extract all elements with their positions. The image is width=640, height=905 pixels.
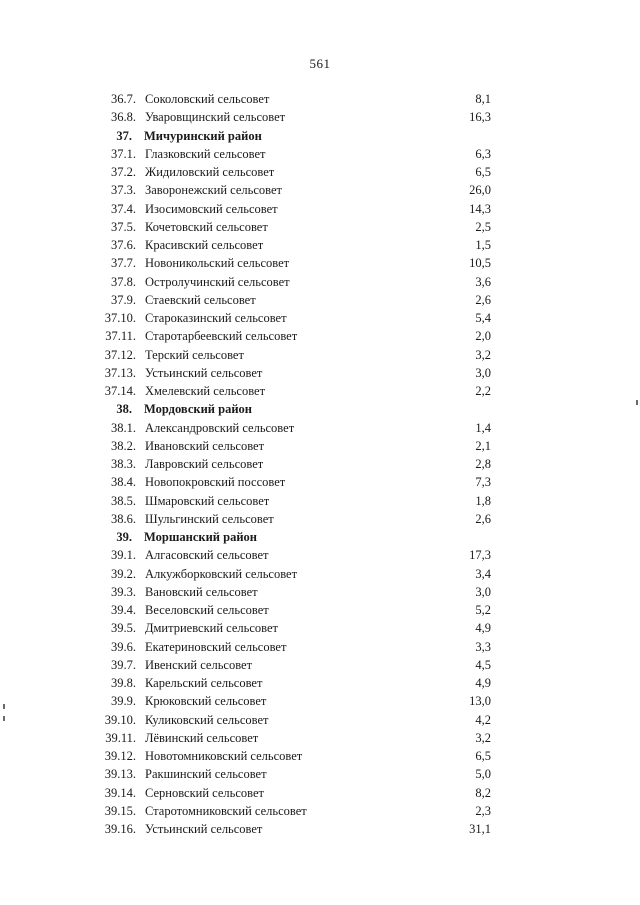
- settlement-name: Лёвинский сельсовет: [145, 730, 259, 745]
- area-value: 4,2: [475, 712, 491, 727]
- table-row: [0, 181, 640, 199]
- area-value: 8,1: [475, 92, 491, 106]
- table-row: [0, 619, 640, 637]
- area-value: 4,5: [475, 657, 491, 672]
- settlement-name: Алгасовский сельсовет: [145, 548, 269, 563]
- area-value: 4,9: [475, 621, 491, 636]
- scan-mark: [3, 716, 5, 721]
- area-value: 3,2: [475, 347, 491, 362]
- row-number: 39.5.: [111, 621, 136, 636]
- row-number: 37.11.: [105, 329, 136, 344]
- settlement-name: Кочетовский сельсовет: [145, 219, 268, 234]
- row-number: 39.9.: [111, 694, 136, 709]
- table-row: [0, 802, 640, 820]
- settlement-name: Соколовский сельсовет: [145, 92, 270, 106]
- settlement-name: Лавровский сельсовет: [145, 457, 264, 471]
- area-value: 2,2: [475, 384, 491, 398]
- settlement-name: Старотарбеевский сельсовет: [145, 329, 298, 344]
- row-number: 39.3.: [111, 584, 136, 599]
- table-row: [0, 309, 640, 327]
- settlement-name: Шмаровский сельсовет: [145, 493, 270, 508]
- table-row: [0, 546, 640, 564]
- settlement-name: Уваровщинский сельсовет: [145, 110, 286, 125]
- row-number: 37.6.: [111, 238, 136, 252]
- table-row: [0, 784, 640, 802]
- district-name: Мордовский район: [144, 402, 252, 417]
- row-number: 36.7.: [111, 92, 136, 106]
- settlement-table: [0, 90, 640, 838]
- settlement-name: Новопокровский поссовет: [145, 475, 286, 490]
- settlement-name: Екатериновский сельсовет: [145, 639, 287, 654]
- row-number: 38.1.: [111, 420, 136, 435]
- row-number: 38.3.: [111, 457, 136, 471]
- row-number: 39.12.: [104, 749, 136, 763]
- district-heading-row: [0, 400, 640, 418]
- area-value: 14,3: [469, 201, 491, 216]
- district-name: Мичуринский район: [144, 128, 262, 143]
- area-value: 6,5: [475, 165, 491, 179]
- row-number: 39.14.: [104, 785, 136, 800]
- table-row: [0, 437, 640, 455]
- area-value: 5,0: [475, 767, 491, 782]
- area-value: 3,0: [475, 365, 491, 380]
- area-value: 1,5: [475, 238, 491, 252]
- row-number: 38.4.: [111, 475, 136, 490]
- area-value: 1,4: [475, 420, 491, 435]
- area-value: 6,5: [475, 749, 491, 763]
- row-number: 39.6.: [111, 639, 136, 654]
- row-number: 37.12.: [104, 347, 136, 362]
- settlement-name: Александровский сельсовет: [145, 420, 295, 435]
- settlement-name: Хмелевский сельсовет: [145, 384, 266, 398]
- settlement-name: Устьинский сельсовет: [145, 365, 263, 380]
- settlement-name: Красивский сельсовет: [145, 238, 264, 252]
- table-row: [0, 692, 640, 710]
- table-row: [0, 656, 640, 674]
- scan-mark: [636, 400, 638, 405]
- area-value: 3,6: [475, 274, 491, 289]
- settlement-name: Веселовский сельсовет: [145, 603, 269, 617]
- row-number: 38.5.: [111, 493, 136, 508]
- settlement-name: Староказинский сельсовет: [145, 311, 287, 325]
- area-value: 7,3: [475, 475, 491, 490]
- row-number: 39.: [116, 530, 132, 544]
- table-row: [0, 364, 640, 382]
- settlement-name: Жидиловский сельсовет: [145, 165, 275, 179]
- row-number: 37.7.: [111, 256, 136, 271]
- area-value: 8,2: [475, 785, 491, 800]
- settlement-name: Ивенский сельсовет: [145, 657, 253, 672]
- district-heading-row: [0, 528, 640, 546]
- settlement-name: Глазковский сельсовет: [145, 146, 266, 161]
- settlement-name: Стаевский сельсовет: [145, 292, 256, 307]
- area-value: 3,4: [475, 566, 491, 581]
- settlement-name: Новоникольский сельсовет: [145, 256, 290, 271]
- settlement-name: Устьинский сельсовет: [145, 822, 263, 836]
- row-number: 39.15.: [104, 803, 136, 818]
- table-row: [0, 765, 640, 783]
- settlement-name: Ракшинский сельсовет: [145, 767, 267, 782]
- table-row: [0, 90, 640, 108]
- row-number: 37.4.: [111, 201, 136, 216]
- table-row: [0, 254, 640, 272]
- row-number: 37.8.: [111, 274, 136, 289]
- table-row: [0, 565, 640, 583]
- row-number: 37.1.: [111, 146, 136, 161]
- area-value: 10,5: [469, 256, 491, 271]
- row-number: 37.: [116, 128, 132, 143]
- settlement-name: Куликовский сельсовет: [145, 712, 269, 727]
- table-row: [0, 455, 640, 473]
- row-number: 38.: [116, 402, 132, 417]
- area-value: 31,1: [469, 822, 491, 836]
- row-number: 39.7.: [111, 657, 136, 672]
- row-number: 39.10.: [104, 712, 136, 727]
- settlement-name: Ивановский сельсовет: [145, 438, 265, 453]
- table-row: [0, 236, 640, 254]
- area-value: 16,3: [469, 110, 491, 125]
- settlement-name: Новотомниковский сельсовет: [145, 749, 303, 763]
- table-row: [0, 200, 640, 218]
- area-value: 2,6: [475, 511, 491, 526]
- table-row: [0, 638, 640, 656]
- area-value: 6,3: [475, 146, 491, 161]
- table-row: [0, 492, 640, 510]
- area-value: 3,0: [475, 584, 491, 599]
- area-value: 2,6: [475, 292, 491, 307]
- table-row: [0, 820, 640, 838]
- page-number: 561: [309, 56, 331, 71]
- settlement-name: Остролучинский сельсовет: [145, 274, 290, 289]
- area-value: 5,2: [475, 603, 491, 617]
- area-value: 4,9: [475, 676, 491, 690]
- row-number: 38.6.: [111, 511, 136, 526]
- district-name: Моршанский район: [144, 530, 257, 544]
- area-value: 17,3: [469, 548, 491, 563]
- table-row: [0, 473, 640, 491]
- area-value: 2,5: [475, 219, 491, 234]
- row-number: 39.8.: [111, 676, 136, 690]
- district-heading-row: [0, 127, 640, 145]
- row-number: 39.2.: [111, 566, 136, 581]
- scan-mark: [3, 704, 5, 709]
- row-number: 39.16.: [104, 822, 136, 836]
- settlement-name: Заворонежский сельсовет: [145, 183, 282, 198]
- row-number: 37.9.: [111, 292, 136, 307]
- area-value: 1,8: [475, 493, 491, 508]
- table-row: [0, 145, 640, 163]
- settlement-name: Карельский сельсовет: [145, 676, 263, 690]
- area-value: 2,1: [475, 438, 491, 453]
- row-number: 36.8.: [111, 110, 136, 125]
- settlement-name: Изосимовский сельсовет: [145, 201, 278, 216]
- row-number: 37.13.: [104, 365, 136, 380]
- table-row: [0, 601, 640, 619]
- row-number: 37.5.: [111, 219, 136, 234]
- table-row: [0, 346, 640, 364]
- area-value: 26,0: [469, 183, 491, 198]
- area-value: 13,0: [469, 694, 491, 709]
- settlement-name: Вановский сельсовет: [145, 584, 258, 599]
- area-value: 2,8: [475, 457, 491, 471]
- row-number: 39.4.: [111, 603, 136, 617]
- table-row: [0, 218, 640, 236]
- row-number: 39.1.: [111, 548, 136, 563]
- table-row: [0, 510, 640, 528]
- table-row: [0, 674, 640, 692]
- settlement-name: Терский сельсовет: [145, 347, 244, 362]
- row-number: 37.14.: [104, 384, 136, 398]
- area-value: 3,3: [475, 639, 491, 654]
- table-row: [0, 273, 640, 291]
- table-row: [0, 163, 640, 181]
- settlement-name: Алкужборковский сельсовет: [145, 566, 298, 581]
- area-value: 3,2: [475, 730, 491, 745]
- row-number: 37.2.: [111, 165, 136, 179]
- area-value: 2,0: [475, 329, 491, 344]
- table-row: [0, 729, 640, 747]
- table-row: [0, 382, 640, 400]
- row-number: 37.3.: [111, 183, 136, 198]
- area-value: 2,3: [475, 803, 491, 818]
- table-row: [0, 711, 640, 729]
- settlement-name: Шульгинский сельсовет: [145, 511, 274, 526]
- table-row: [0, 291, 640, 309]
- row-number: 39.11.: [105, 730, 136, 745]
- settlement-name: Серновский сельсовет: [145, 785, 265, 800]
- table-row: [0, 583, 640, 601]
- settlement-name: Дмитриевский сельсовет: [145, 621, 279, 636]
- table-row: [0, 108, 640, 126]
- row-number: 39.13.: [104, 767, 136, 782]
- settlement-name: Крюковский сельсовет: [145, 694, 267, 709]
- row-number: 37.10.: [104, 311, 136, 325]
- table-row: [0, 747, 640, 765]
- table-row: [0, 327, 640, 345]
- area-value: 5,4: [475, 311, 491, 325]
- row-number: 38.2.: [111, 438, 136, 453]
- settlement-name: Старотомниковский сельсовет: [145, 803, 307, 818]
- table-row: [0, 419, 640, 437]
